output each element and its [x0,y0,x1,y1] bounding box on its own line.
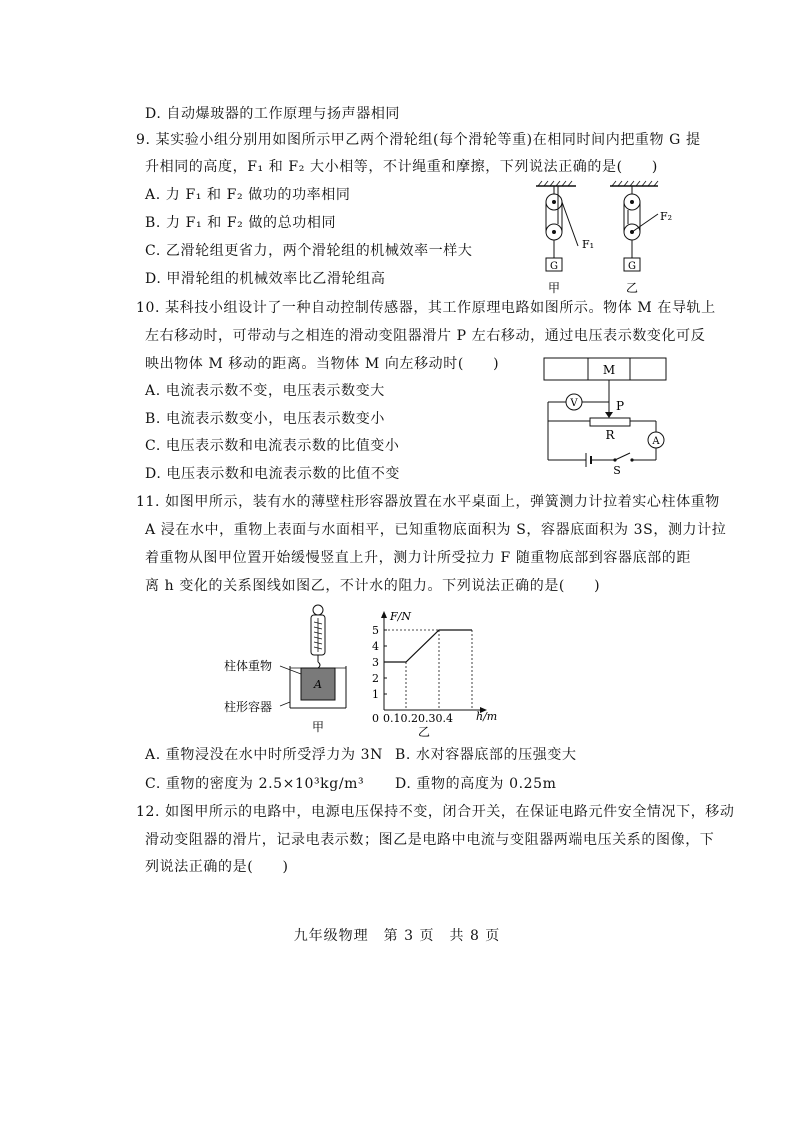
figure-label-yi: 乙 [417,725,431,739]
slider-p-label: P [616,399,625,413]
q11-option-d: D. 重物的高度为 0.25m [395,776,557,792]
guide-lines [384,630,472,710]
y-tick-label: 3 [372,656,379,669]
force-height-chart [362,606,510,740]
q10-option-d: D. 电压表示数和电流表示数的比值不变 [145,466,401,482]
q8-option-d: D. 自动爆玻器的工作原理与扬声器相同 [145,106,401,122]
rheostat-label: R [605,428,615,442]
label-weight: 柱体重物 [224,659,273,673]
voltmeter-label: V [570,398,578,409]
q12-stem-line3: 列说法正确的是( ) [145,859,289,875]
x-tick-labels: 0.10.20.30.4 [383,712,453,725]
y-tick-label: 2 [372,672,379,685]
y-axis-arrow [381,611,387,618]
circuit-figure [540,354,670,476]
rheostat-r [590,418,630,426]
q12-stem-line1: 12. 如图甲所示的电路中，电源电压保持不变，闭合开关，在保证电路元件安全情况下，移动 [136,804,735,820]
q11-option-c: C. 重物的密度为 2.5×10³kg/m³ [145,776,365,792]
force-label-f1: F₁ [582,238,595,251]
q11-option-a: A. 重物浸没在水中时所受浮力为 3N [145,747,384,763]
q9-stem-line2: 升相同的高度，F₁ 和 F₂ 大小相等，不计绳重和摩擦，下列说法正确的是( ) [145,159,658,175]
q9-option-d: D. 甲滑轮组的机械效率比乙滑轮组高 [145,271,386,287]
switch-s [615,453,630,460]
scale-ring [313,605,323,615]
ceiling-yi [610,181,658,186]
y-axis-label: F/N [390,610,411,623]
switch-label: S [613,464,621,476]
q10-option-b: B. 电流表示数变小，电压表示数变小 [145,411,385,427]
q11-stem-line2: A 浸在水中，重物上表面与水面相平，已知重物底面积为 S，容器底面积为 3S，测力计拉 [145,522,727,538]
origin-label: 0 [372,712,379,725]
x-axis-label: h/m [476,710,498,723]
weight-label: G [628,261,636,272]
q12-stem-line2: 滑动变阻器的滑片，记录电表示数；图乙是电路中电流与变阻器两端电压关系的图像，下 [145,832,715,848]
q10-stem-line1: 10. 某科技小组设计了一种自动控制传感器，其工作原理电路如图所示。物体 M 在导轨上 [136,300,716,316]
q10-option-c: C. 电压表示数和电流表示数的比值变小 [145,438,400,454]
y-tick-label: 1 [372,688,379,701]
q10-stem-line3: 映出物体 M 移动的距离。当物体 M 向左移动时( ) [145,356,500,372]
q9-stem-line1: 9. 某实验小组分别用如图所示甲乙两个滑轮组(每个滑轮等重)在相同时间内把重物 G 提 [136,132,701,148]
q11-stem-line1: 11. 如图甲所示，装有水的薄壁柱形容器放置在水平桌面上，弹簧测力计拉着实心柱体重物 [136,494,720,510]
ammeter-label: A [652,436,660,447]
figure-label-jia: 甲 [547,281,561,295]
ceiling-jia [536,181,576,186]
figure-label-jia: 甲 [311,720,325,734]
page-footer: 九年级物理 第 3 页 共 8 页 [293,928,501,944]
figure-label-yi: 乙 [625,281,639,295]
q9-option-b: B. 力 F₁ 和 F₂ 做的总功相同 [145,215,337,231]
slider-p-arrow [605,412,613,418]
pulley-figure [528,180,678,298]
q10-stem-line2: 左右移动时，可带动与之相连的滑动变阻器滑片 P 左右移动，通过电压表示数变化可反 [145,328,706,344]
rope-f1 [562,202,578,246]
q11-stem-line3: 着重物从图甲位置开始缓慢竖直上升，测力计所受拉力 F 随重物底部到容器底部的距 [145,550,692,566]
weight-a-label: A [314,678,322,691]
series-line [384,630,472,662]
q9-option-a: A. 力 F₁ 和 F₂ 做功的功率相同 [145,187,351,203]
q10-option-a: A. 电流表示数不变，电压表示数变大 [145,383,385,399]
y-tick-label: 5 [372,624,379,637]
q11-stem-line4: 离 h 变化的关系图线如图乙，不计水的阻力。下列说法正确的是( ) [145,578,601,594]
q9-option-c: C. 乙滑轮组更省力，两个滑轮组的机械效率一样大 [145,243,473,259]
object-m-label: M [602,363,616,377]
force-label-f2: F₂ [660,210,673,223]
spring-scale-figure [218,602,370,736]
y-tick-label: 4 [372,640,379,653]
rope-f2 [632,214,658,232]
q11-option-b: B. 水对容器底部的压强变大 [395,747,577,763]
label-container: 柱形容器 [224,700,273,714]
weight-label: G [550,261,558,272]
